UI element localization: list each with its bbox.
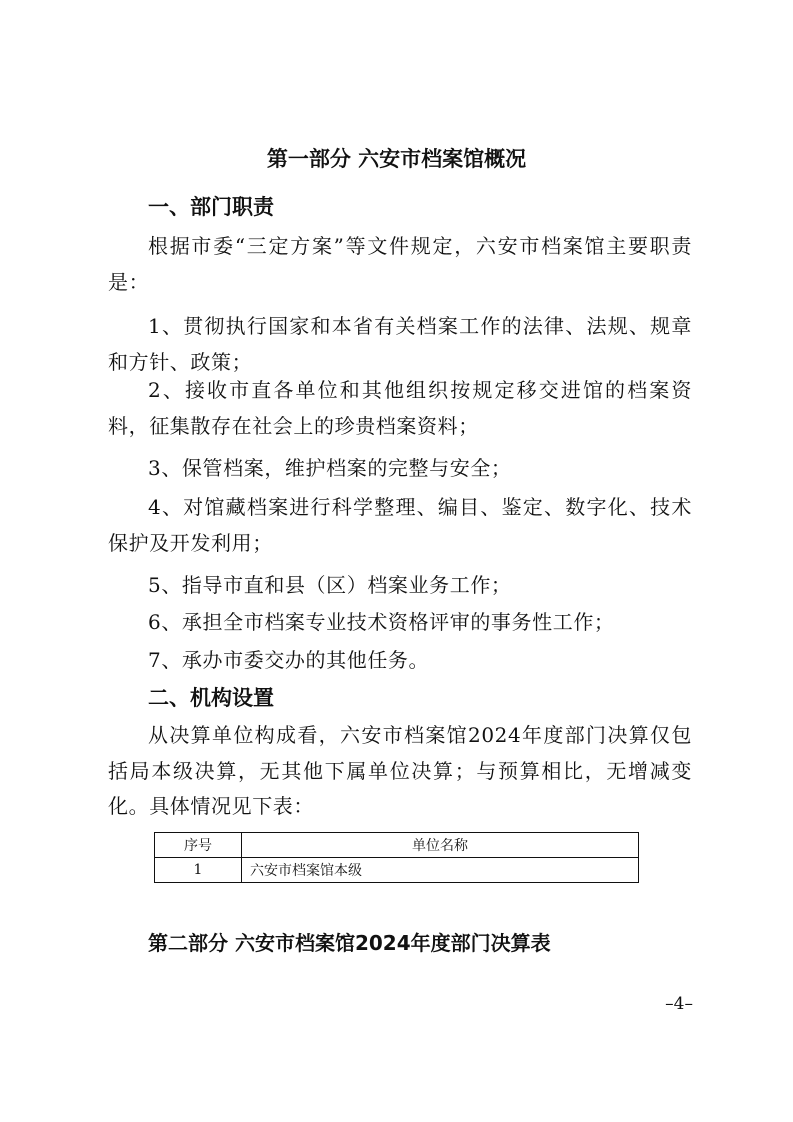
section2-heading: 二、机构设置 bbox=[148, 686, 274, 710]
part2-title: 第二部分 六安市档案馆2024年度部门决算表 bbox=[148, 931, 551, 955]
duty-item-2: 2、接收市直各单位和其他组织按规定移交进馆的档案资料，征集散存在社会上的珍贵档案资料； bbox=[108, 378, 692, 438]
part1-title: 第一部分 六安市档案馆概况 bbox=[266, 147, 527, 171]
duty-item-7: 7、承办市委交办的其他任务。 bbox=[148, 648, 430, 672]
table-header-row bbox=[155, 833, 639, 858]
page-number: –4– bbox=[665, 994, 693, 1014]
duty-item-1: 1、贯彻执行国家和本省有关档案工作的法律、法规、规章和方针、政策； bbox=[108, 314, 692, 374]
col-header-unit-name: 单位名称 bbox=[242, 833, 639, 858]
duty-item-6: 6、承担全市档案专业技术资格评审的事务性工作； bbox=[148, 610, 615, 634]
cell-seq: 1 bbox=[155, 858, 242, 883]
unit-table bbox=[154, 832, 639, 883]
col-header-seq: 序号 bbox=[155, 833, 242, 858]
duties-intro: 根据市委“三定方案”等文件规定，六安市档案馆主要职责是： bbox=[108, 234, 692, 294]
duty-item-4: 4、对馆藏档案进行科学整理、编目、鉴定、数字化、技术保护及开发利用； bbox=[108, 495, 692, 555]
cell-unit-name: 六安市档案馆本级 bbox=[242, 858, 639, 883]
table-row bbox=[155, 858, 639, 883]
org-structure-text: 从决算单位构成看，六安市档案馆2024年度部门决算仅包括局本级决算，无其他下属单位决算；与预算相比，无增减变化。具体情况见下表： bbox=[108, 723, 692, 818]
duty-item-3: 3、保管档案，维护档案的完整与安全； bbox=[148, 456, 512, 480]
duty-item-5: 5、指导市直和县（区）档案业务工作； bbox=[148, 573, 512, 597]
section1-heading: 一、部门职责 bbox=[148, 195, 274, 219]
